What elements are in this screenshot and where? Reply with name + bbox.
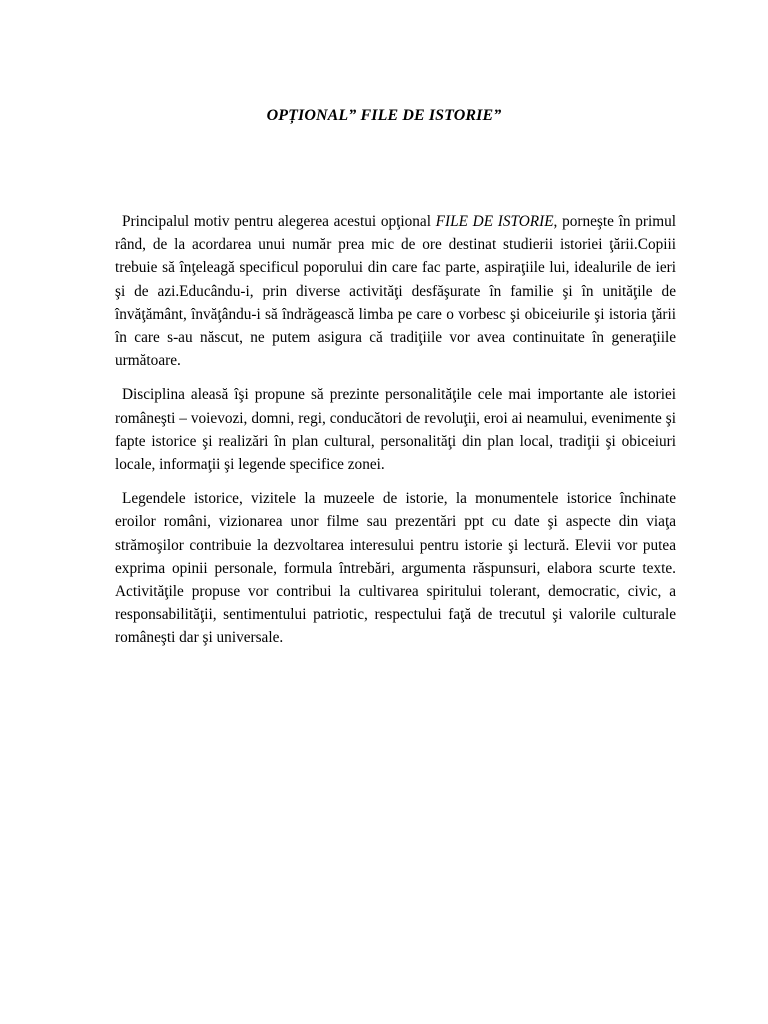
- paragraph-motivation-rest: , porneşte în primul rând, de la acordarea unui număr prea mic de ore destinat studierii istoriei ţării.Copiii trebuie să înţeleagă specificul poporului din care fac parte, aspiraţiile lui, idealurile de ieri şi de azi.Educându-i, prin diverse activităţi desfăşurate în familie şi în unităţile de învăţământ, învăţându-i să îndrăgească limba pe care o vorbesc şi obiceiurile şi istoria ţării în care s-au născut, ne putem asigura că tradiţiile vor avea continuitate în generaţiile următoare.: [115, 213, 676, 370]
- paragraph-motivation-start: Principalul motiv pentru alegerea acestui opţional: [122, 213, 436, 230]
- page-title: OPȚIONAL” FILE DE ISTORIE”: [266, 107, 502, 124]
- paragraph-motivation: [115, 210, 676, 372]
- paragraph-activities: Legendele istorice, vizitele la muzeele de istorie, la monumentele istorice închinate eroilor români, vizionarea unor filme sau prezentări ppt cu date şi aspecte din viaţa strămoşilor contribuie la dezvoltarea interesului pentru istorie şi lectură. Elevii vor putea exprima opinii personale, formula întrebări, argumenta răspunsuri, elabora scurte texte. Activităţile propuse vor contribui la cultivarea spiritului tolerant, democratic, civic, a responsabilităţii, sentimentului patriotic, respectului faţă de trecutul şi valorile culturale româneşti dar şi universale.: [115, 490, 676, 647]
- document-body: [115, 210, 676, 661]
- course-name-emphasis: FILE DE ISTORIE: [435, 213, 554, 230]
- paragraph-discipline: Disciplina aleasă îşi propune să prezinte personalităţile cele mai importante ale istoriei româneşti – voievozi, domni, regi, conducători de revoluţii, eroi ai neamului, evenimente şi fapte istorice şi realizări în plan cultural, personalităţi din plan local, tradiţii şi obiceiuri locale, informaţii şi legende specifice zonei.: [115, 386, 676, 474]
